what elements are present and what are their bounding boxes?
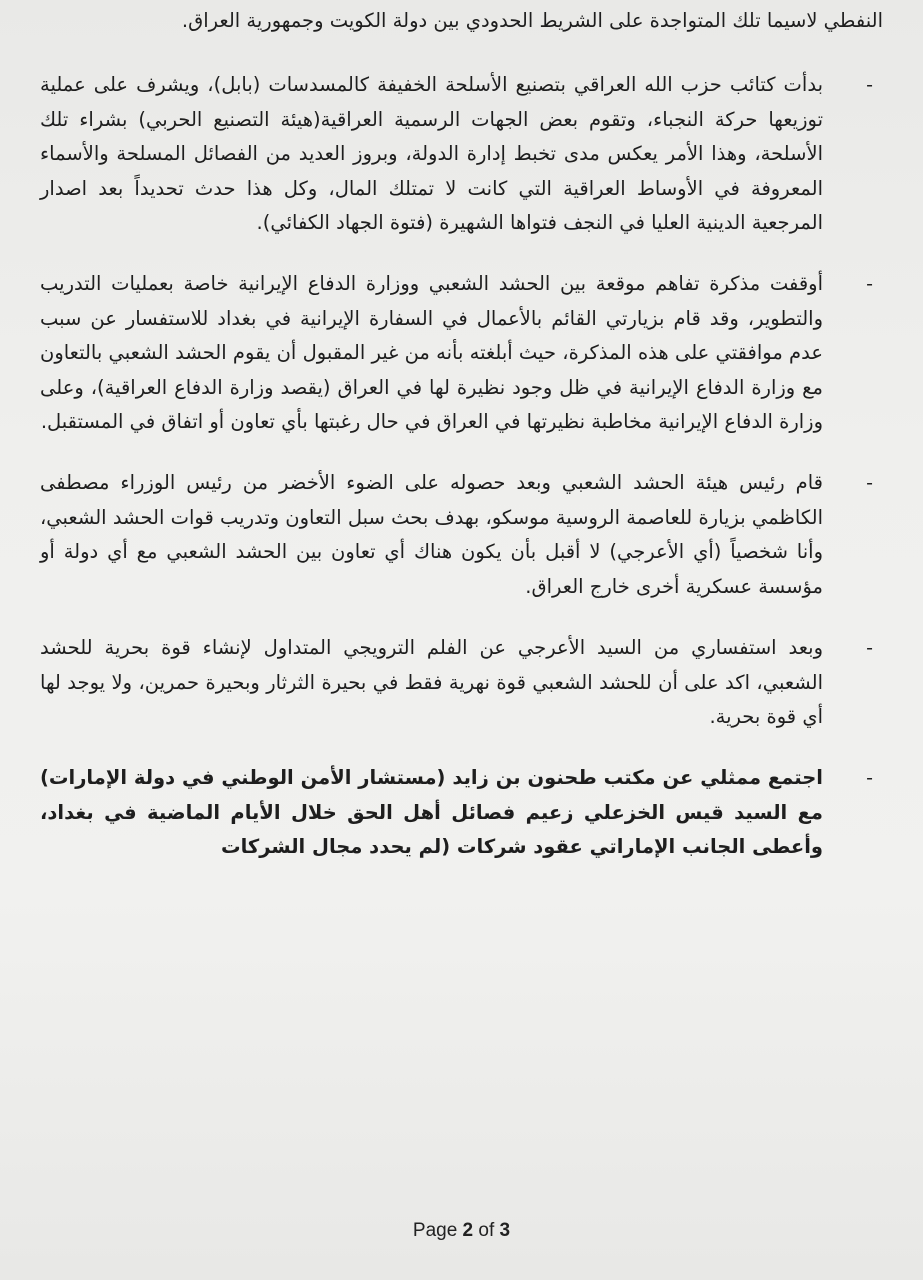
bullet-paragraph-memorandum [40,267,883,439]
paragraph-text: قام رئيس هيئة الحشد الشعبي وبعد حصوله على الضوء الأخضر من رئيس الوزراء مصطفى الكاظمي بزيارة للعاصمة الروسية موسكو، بهدف بحث سبل التعاون وتدريب قوات الحشد الشعبي، وأنا شخصياً (أي الأعرجي) لا أقبل بأن يكون هناك أي تعاون بين الحشد الشعبي مع أي دولة أو مؤسسة عسكرية أخرى خارج العراق. [40,471,823,598]
bullet-paragraph-weapons [40,68,883,240]
paragraph-text: أوقفت مذكرة تفاهم موقعة بين الحشد الشعبي ووزارة الدفاع الإيرانية خاصة بعمليات التدريب والتطوير، وقد قام بزيارتي القائم بالأعمال في السفارة الإيرانية في بغداد للاستفسار عن سبب عدم موافقتي على هذه المذكرة، حيث أبلغته بأنه من غير المقبول أن يقوم الحشد الشعبي بالتعاون مع وزارة الدفاع الإيرانية في ظل وجود نظيرة لها في العراق (يقصد وزارة الدفاع العراقية)، وعلى وزارة الدفاع الإيرانية مخاطبة نظيرتها في العراق في حال رغبتها بأي تعاون أو اتفاق في المستقبل. [40,272,823,434]
paragraph-text: بدأت كتائب حزب الله العراقي بتصنيع الأسلحة الخفيفة كالمسدسات (بابل)، ويشرف على عملية توزيعها حركة النجباء، وتقوم بعض الجهات الرسمية العراقية(هيئة التصنيع الحربي) بشراء تلك الأسلحة، وهذا الأمر يعكس مدى تخبط إدارة الدولة، وبروز العديد من الفصائل المسلحة والأسماء المعروفة في الأوساط العراقية التي كانت لا تمتلك المال، وكل هذا حدث تحديداً بعد اصدار المرجعية الدينية العليا في النجف فتواها الشهيرة (فتوة الجهاد الكفائي). [40,73,823,235]
footer-middle: of [473,1220,500,1241]
bullet-dash: - [866,472,873,495]
bullet-paragraph-naval-force [40,631,883,734]
paragraph-continuation [40,4,883,38]
paragraph-text: النفطي لاسيما تلك المتواجدة على الشريط الحدودي بين دولة الكويت وجمهورية العراق. [181,9,883,32]
paragraph-text: اجتمع ممثلي عن مكتب طحنون بن زايد (مستشار الأمن الوطني في دولة الإمارات) مع السيد قيس الخزعلي زعيم فصائل أهل الحق خلال الأيام الماضية في بغداد، وأعطى الجانب الإماراتي عقود شركات (لم يحدد مجال الشركات [40,766,823,859]
bullet-paragraph-moscow-visit [40,466,883,604]
page-number-footer [0,1220,923,1242]
footer-prefix: Page [412,1220,463,1241]
total-page-number: 3 [499,1220,511,1241]
document-body [40,4,883,892]
bullet-dash: - [866,637,873,660]
paragraph-text: وبعد استفساري من السيد الأعرجي عن الفلم الترويجي المتداول لإنشاء قوة بحرية للحشد الشعبي، اكد على أن للحشد الشعبي قوة نهرية فقط في بحيرة الثرثار وبحيرة حمرين، ولا يوجد لها أي قوة بحرية. [40,636,823,728]
bullet-dash: - [866,767,873,790]
bullet-paragraph-uae-meeting [40,761,883,864]
bullet-dash: - [866,74,873,97]
current-page-number: 2 [462,1220,474,1241]
bullet-dash: - [866,273,873,296]
